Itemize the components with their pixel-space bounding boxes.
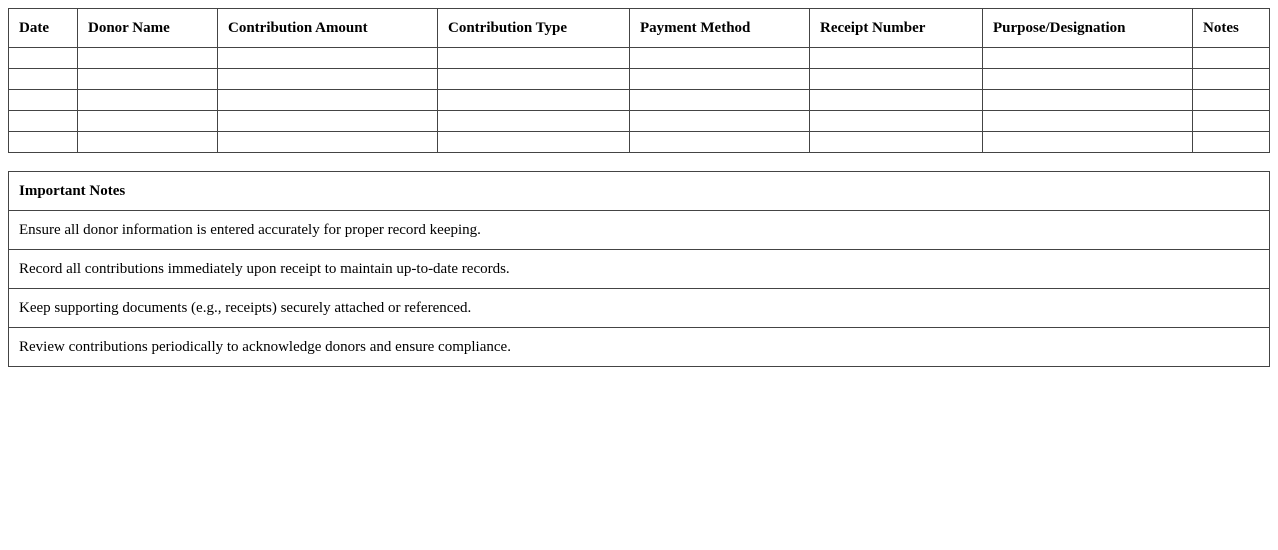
- note-row: [9, 289, 1270, 328]
- cell[interactable]: [78, 132, 218, 153]
- cell[interactable]: [630, 69, 810, 90]
- table-row: [9, 90, 1270, 111]
- cell[interactable]: [9, 90, 78, 111]
- cell[interactable]: [630, 111, 810, 132]
- cell[interactable]: [438, 69, 630, 90]
- cell[interactable]: [438, 111, 630, 132]
- cell[interactable]: [78, 111, 218, 132]
- cell[interactable]: [218, 48, 438, 69]
- cell[interactable]: [78, 48, 218, 69]
- col-receipt-number: Receipt Number: [810, 9, 983, 48]
- note-row: [9, 250, 1270, 289]
- cell[interactable]: [9, 111, 78, 132]
- note-item: Ensure all donor information is entered accurately for proper record keeping.: [9, 211, 1270, 250]
- cell[interactable]: [983, 69, 1193, 90]
- cell[interactable]: [810, 69, 983, 90]
- contribution-log-table: [8, 8, 1270, 153]
- note-item: Review contributions periodically to acknowledge donors and ensure compliance.: [9, 328, 1270, 367]
- cell[interactable]: [630, 90, 810, 111]
- cell[interactable]: [810, 132, 983, 153]
- important-notes-table: [8, 171, 1270, 367]
- cell[interactable]: [1193, 90, 1270, 111]
- cell[interactable]: [983, 90, 1193, 111]
- col-contribution-type: Contribution Type: [438, 9, 630, 48]
- cell[interactable]: [1193, 132, 1270, 153]
- note-row: [9, 211, 1270, 250]
- col-donor-name: Donor Name: [78, 9, 218, 48]
- cell[interactable]: [218, 111, 438, 132]
- cell[interactable]: [9, 132, 78, 153]
- cell[interactable]: [218, 69, 438, 90]
- table-row: [9, 48, 1270, 69]
- cell[interactable]: [983, 111, 1193, 132]
- cell[interactable]: [983, 48, 1193, 69]
- cell[interactable]: [438, 132, 630, 153]
- col-notes: Notes: [1193, 9, 1270, 48]
- cell[interactable]: [9, 69, 78, 90]
- notes-header-row: [9, 172, 1270, 211]
- notes-title: Important Notes: [9, 172, 1270, 211]
- cell[interactable]: [630, 132, 810, 153]
- table-row: [9, 132, 1270, 153]
- header-row: [9, 9, 1270, 48]
- cell[interactable]: [218, 132, 438, 153]
- cell[interactable]: [218, 90, 438, 111]
- table-row: [9, 69, 1270, 90]
- cell[interactable]: [983, 132, 1193, 153]
- cell[interactable]: [810, 48, 983, 69]
- note-row: [9, 328, 1270, 367]
- col-payment-method: Payment Method: [630, 9, 810, 48]
- note-item: Keep supporting documents (e.g., receipts) securely attached or referenced.: [9, 289, 1270, 328]
- col-purpose-designation: Purpose/Designation: [983, 9, 1193, 48]
- table-row: [9, 111, 1270, 132]
- cell[interactable]: [1193, 111, 1270, 132]
- cell[interactable]: [78, 90, 218, 111]
- cell[interactable]: [438, 48, 630, 69]
- cell[interactable]: [1193, 69, 1270, 90]
- cell[interactable]: [78, 69, 218, 90]
- cell[interactable]: [810, 111, 983, 132]
- col-date: Date: [9, 9, 78, 48]
- cell[interactable]: [1193, 48, 1270, 69]
- col-contribution-amount: Contribution Amount: [218, 9, 438, 48]
- cell[interactable]: [438, 90, 630, 111]
- cell[interactable]: [9, 48, 78, 69]
- cell[interactable]: [810, 90, 983, 111]
- note-item: Record all contributions immediately upon receipt to maintain up-to-date records.: [9, 250, 1270, 289]
- cell[interactable]: [630, 48, 810, 69]
